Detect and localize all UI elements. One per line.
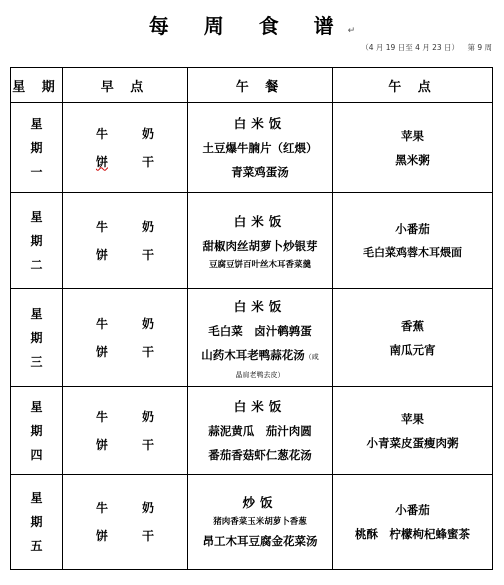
- lunch-item: 猪肉香菜玉米胡萝卜香葱: [213, 517, 307, 527]
- date-line: [355, 42, 492, 53]
- day-char: 期: [30, 233, 43, 248]
- breakfast-item: 饼: [95, 344, 108, 359]
- breakfast-item: 奶: [142, 219, 155, 234]
- breakfast-item: 奶: [142, 316, 155, 331]
- breakfast-item: 牛: [95, 409, 108, 424]
- snack-cell: [333, 103, 493, 193]
- snack-item: 黑米粥: [395, 152, 430, 167]
- table-row: [11, 475, 493, 570]
- day-char: 三: [30, 354, 43, 369]
- day-char: 星: [30, 306, 43, 321]
- day-char: 星: [30, 491, 43, 505]
- lunch-cell: [188, 103, 333, 193]
- lunch-cell: [188, 387, 333, 475]
- snack-cell: [333, 387, 493, 475]
- breakfast-cell: [63, 289, 188, 387]
- table-row: [11, 193, 493, 289]
- lunch-item: 番茄香菇虾仁葱花汤: [208, 447, 312, 462]
- header-breakfast: 早 点: [63, 68, 188, 103]
- snack-cell: [333, 475, 493, 570]
- breakfast-item: 饼: [95, 247, 108, 262]
- lunch-item: 白米饭: [233, 398, 287, 414]
- lunch-item: 土豆爆牛腩片（红煨）: [202, 140, 318, 155]
- day-char: 四: [30, 447, 43, 462]
- snack-cell: [333, 193, 493, 289]
- menu-table: [10, 67, 493, 570]
- lunch-item: 昂工木耳豆腐金花菜汤: [202, 534, 318, 548]
- page-title: 每 周 食 谱↵: [148, 14, 356, 38]
- day-char: 一: [30, 164, 43, 179]
- day-cell: [11, 475, 63, 570]
- header-day: 星 期: [11, 68, 63, 103]
- day-char: 期: [30, 330, 43, 345]
- breakfast-item: 奶: [142, 126, 155, 141]
- breakfast-cell: [63, 193, 188, 289]
- breakfast-item: 牛: [95, 219, 108, 234]
- lunch-note: 晶肩老鸭去皮）: [235, 370, 285, 379]
- breakfast-item: 干: [142, 437, 155, 452]
- lunch-item: 青菜鸡蛋汤: [231, 164, 289, 179]
- lunch-item: 白米饭: [233, 298, 287, 314]
- breakfast-item: 干: [142, 529, 155, 543]
- breakfast-cell: [63, 475, 188, 570]
- lunch-item: 甜椒肉丝胡萝卜炒银芽: [202, 238, 318, 253]
- day-char: 期: [30, 423, 43, 438]
- lunch-item: 炒饭: [242, 495, 278, 510]
- breakfast-item: 牛: [95, 501, 108, 515]
- week-number: 第 9 周: [467, 43, 492, 52]
- breakfast-item: 干: [142, 247, 155, 262]
- snack-item: 小青菜皮蛋瘦肉粥: [366, 435, 459, 450]
- day-char: 期: [30, 515, 43, 529]
- breakfast-item: 牛: [95, 316, 108, 331]
- breakfast-item: 干: [142, 344, 155, 359]
- day-char: 星: [30, 399, 43, 414]
- lunch-cell: [188, 475, 333, 570]
- day-cell: [11, 193, 63, 289]
- breakfast-item: 饼: [95, 437, 108, 452]
- breakfast-item: 干: [142, 154, 155, 169]
- day-cell: [11, 289, 63, 387]
- header-row: [11, 68, 493, 103]
- snack-cell: [333, 289, 493, 387]
- day-cell: [11, 387, 63, 475]
- breakfast-item: 奶: [142, 501, 155, 515]
- breakfast-cell: [63, 103, 188, 193]
- snack-item: 小番茄: [395, 503, 430, 517]
- lunch-item: 白米饭: [233, 115, 287, 131]
- day-char: 五: [30, 539, 43, 553]
- snack-item: 小番茄: [395, 221, 430, 236]
- breakfast-cell: [63, 387, 188, 475]
- snack-item: 南瓜元宵: [389, 342, 436, 357]
- lunch-cell: [188, 289, 333, 387]
- lunch-item: 毛白菜 卤汁鹌鹑蛋: [208, 323, 312, 338]
- snack-item: 苹果: [401, 411, 424, 426]
- lunch-item: 豆腐豆饼百叶丝木耳香菜羹: [208, 259, 311, 270]
- table-row: [11, 289, 493, 387]
- snack-item: 香蕉: [401, 318, 424, 333]
- breakfast-item: 饼: [95, 529, 108, 543]
- snack-item: 桃酥 柠檬枸杞蜂蜜茶: [355, 527, 470, 541]
- day-char: 二: [30, 257, 43, 272]
- day-char: 星: [30, 116, 43, 131]
- lunch-note: （咸: [304, 352, 319, 361]
- breakfast-item: 奶: [142, 409, 155, 424]
- day-cell: [11, 103, 63, 193]
- table-row: [11, 103, 493, 193]
- lunch-cell: [188, 193, 333, 289]
- breakfast-item: 饼: [95, 154, 108, 169]
- lunch-item: 山药木耳老鸭蒜花汤: [201, 347, 305, 362]
- header-lunch: 午 餐: [188, 68, 333, 103]
- snack-item: 毛白菜鸡蓉木耳煨面: [363, 245, 462, 259]
- lunch-item: 白米饭: [233, 213, 287, 229]
- day-char: 期: [30, 140, 43, 155]
- breakfast-item: 牛: [95, 126, 108, 141]
- date-range: （4 月 19 日至 4 月 23 日）: [361, 43, 460, 52]
- table-row: [11, 387, 493, 475]
- snack-item: 苹果: [401, 128, 424, 143]
- header-snack: 午 点: [333, 68, 493, 103]
- paragraph-mark-icon: ↵: [347, 26, 356, 36]
- lunch-item: 蒜泥黄瓜 茄汁肉圆: [208, 423, 312, 438]
- day-char: 星: [30, 209, 43, 224]
